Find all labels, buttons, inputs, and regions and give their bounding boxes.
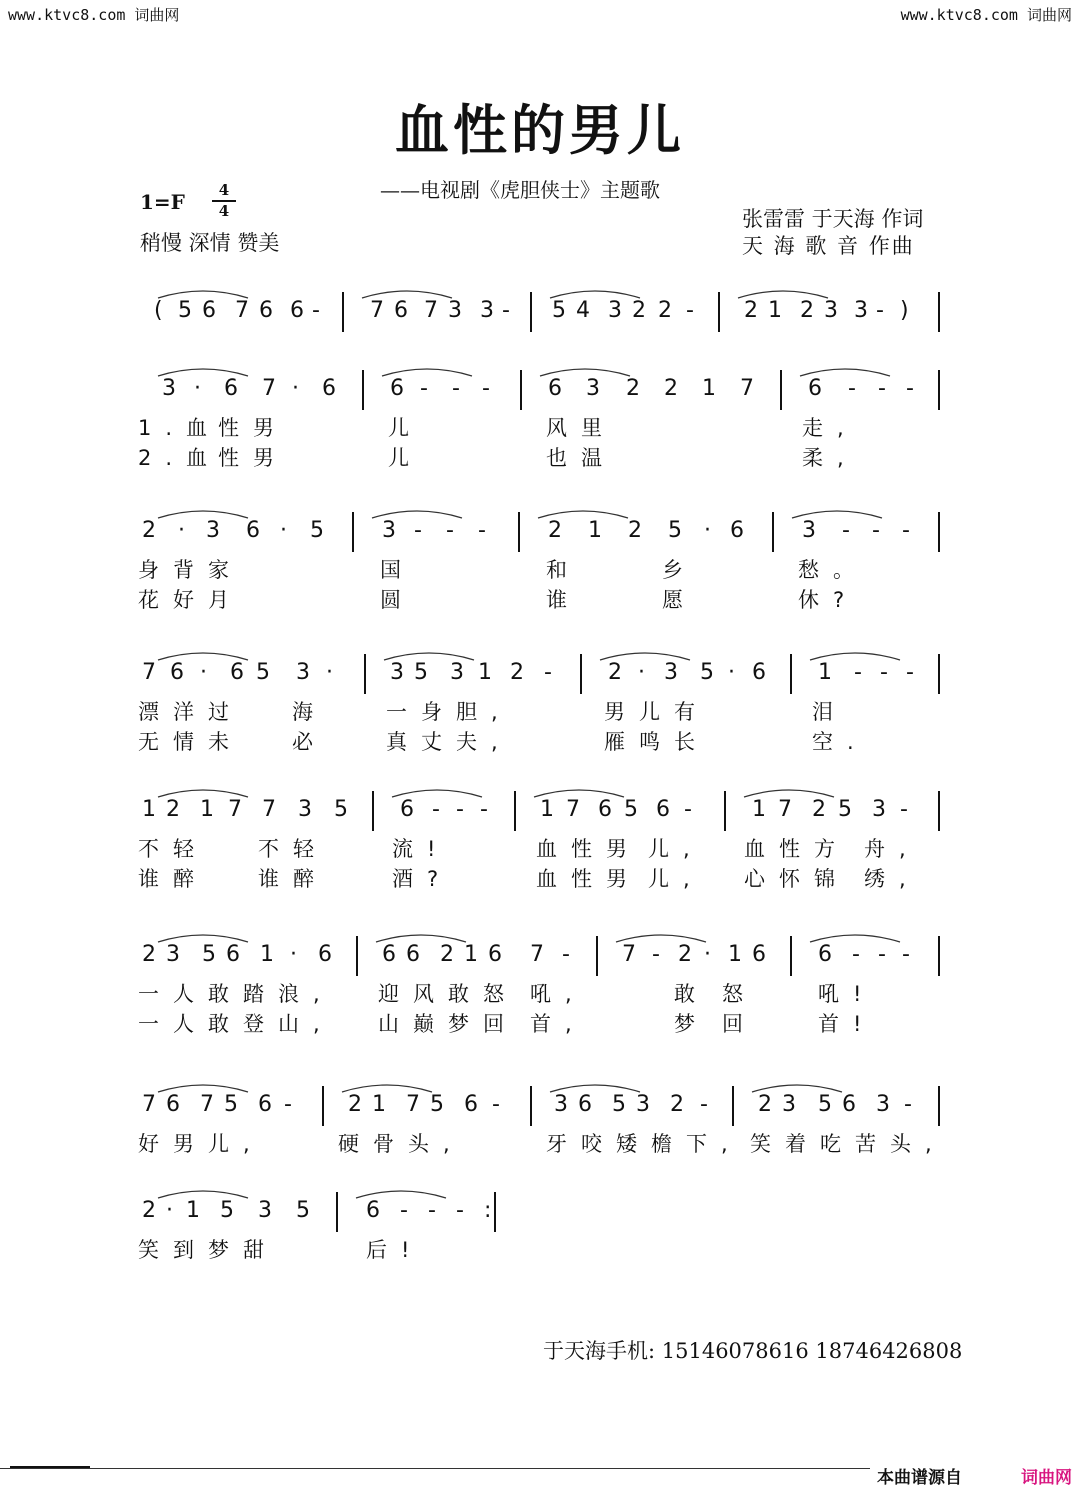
note: 7 <box>262 797 276 822</box>
note: 5 <box>220 1198 234 1223</box>
note: 7 <box>370 298 384 323</box>
note: 2 <box>800 298 814 323</box>
lyric-verse-2: 绣, <box>864 867 920 891</box>
song-title: 血性的男儿 <box>395 98 685 162</box>
note: - <box>544 660 552 685</box>
slur <box>616 935 706 942</box>
note: · <box>290 942 297 967</box>
lyric-verse-2: 心怀锦 <box>744 867 849 891</box>
note: - <box>652 942 660 967</box>
lyric-verse-1: 儿 <box>388 416 423 440</box>
note: 1 <box>464 942 478 967</box>
slur-marks <box>138 284 944 304</box>
slur <box>372 511 462 518</box>
watermark-left: www.ktvc8.com 词曲网 <box>8 6 180 24</box>
note: 6 <box>488 942 502 967</box>
lyric-verse-2: 空. <box>812 730 868 754</box>
note: 5 <box>624 797 638 822</box>
time-signature-top: 4 <box>218 181 230 199</box>
slur-marks <box>138 783 944 803</box>
note: 6 <box>224 376 238 401</box>
lyric-verse-1: 走, <box>802 416 858 440</box>
note: 5 <box>414 660 428 685</box>
note: 1 <box>200 797 214 822</box>
note: 6 <box>752 660 766 685</box>
note: - <box>880 660 888 685</box>
note: - <box>562 942 570 967</box>
note: - <box>420 376 428 401</box>
lyric-verse-1: 血性方 <box>744 837 849 861</box>
note: 1 <box>752 797 766 822</box>
note: 3 <box>162 376 176 401</box>
time-signature-bottom: 4 <box>218 202 230 220</box>
note: 5 <box>838 797 852 822</box>
note: · <box>292 376 299 401</box>
lyric-verse-1: 一人敢踏浪, <box>138 982 334 1006</box>
lyric-verse-1: 男儿有 <box>604 700 709 724</box>
lyric-verse-1: 敢 <box>674 982 709 1006</box>
lyric-verse-1: 性男 <box>218 416 288 440</box>
note: 3 <box>802 518 816 543</box>
note: - <box>456 1198 464 1223</box>
slur <box>550 291 640 298</box>
note: 6 <box>818 942 832 967</box>
note: - <box>848 376 856 401</box>
note: 2 <box>440 942 454 967</box>
site-label: 词曲网 <box>1021 1468 1072 1488</box>
note: - <box>684 797 692 822</box>
footer-divider <box>0 1468 870 1469</box>
note: 6 <box>258 1092 272 1117</box>
note: 7 <box>566 797 580 822</box>
note: 6 <box>390 376 404 401</box>
lyric-verse-2: 花好月 <box>138 588 243 612</box>
slur <box>362 291 452 298</box>
note: 7 <box>740 376 754 401</box>
note: - <box>878 942 886 967</box>
slur-marks <box>138 362 944 382</box>
lyric-verse-2: 必 <box>292 730 327 754</box>
note: - <box>284 1092 292 1117</box>
slur <box>158 511 248 518</box>
slur <box>384 653 474 660</box>
slur <box>800 369 890 376</box>
note: 5 <box>818 1092 832 1117</box>
note: - <box>906 376 914 401</box>
note: 1 <box>186 1198 200 1223</box>
lyric-verse-1: 舟, <box>864 837 920 861</box>
note: 3 <box>636 1092 650 1117</box>
contact-info: 于天海手机: 15146078616 18746426808 <box>543 1339 963 1363</box>
lyric-verse-2: 性男 <box>218 446 288 470</box>
note: 6 <box>598 797 612 822</box>
lyric-verse-1: 身背家 <box>138 558 243 582</box>
note: 1 <box>818 660 832 685</box>
note: 7 <box>622 942 636 967</box>
lyric-verse-2: 首, <box>530 1012 586 1036</box>
note: 2 <box>142 1198 156 1223</box>
note: 1 <box>372 1092 386 1117</box>
note: 3 <box>554 1092 568 1117</box>
note: 3 <box>382 518 396 543</box>
note: - <box>492 1092 500 1117</box>
note: - <box>482 376 490 401</box>
slur <box>342 1085 432 1092</box>
note: 6 <box>226 942 240 967</box>
slur <box>158 653 248 660</box>
note: 5 <box>552 298 566 323</box>
note: 3 <box>876 1092 890 1117</box>
score-row <box>138 376 944 486</box>
note: 6 <box>842 1092 856 1117</box>
slur <box>538 511 628 518</box>
note: 2 <box>670 1092 684 1117</box>
note: 3 <box>824 298 838 323</box>
composer-credit: 天 海 歌 音 作曲 <box>742 234 915 258</box>
note: 1 <box>728 942 742 967</box>
slur <box>158 1085 248 1092</box>
note: 6 <box>382 942 396 967</box>
slur <box>550 1085 640 1092</box>
slur <box>810 653 900 660</box>
note: - <box>902 942 910 967</box>
note: 3 <box>586 376 600 401</box>
note: 5 <box>178 298 192 323</box>
note: 7 <box>530 942 544 967</box>
note: 3 <box>480 298 494 323</box>
slur-marks <box>138 646 944 666</box>
lyric-verse-1: 牙咬矮檐下, <box>546 1132 742 1156</box>
note: 1 <box>540 797 554 822</box>
note: - <box>902 518 910 543</box>
slur <box>356 1191 446 1198</box>
note: 6 <box>548 376 562 401</box>
note: 1 <box>702 376 716 401</box>
score-row <box>138 797 944 907</box>
slur <box>600 653 690 660</box>
note: 5 <box>334 797 348 822</box>
lyric-verse-1: 血性男 <box>536 837 641 861</box>
note: 6 <box>322 376 336 401</box>
note: 2 <box>664 376 678 401</box>
lyric-verse-2: 雁鸣长 <box>604 730 709 754</box>
note: - <box>700 1092 708 1117</box>
watermark-right: www.ktvc8.com 词曲网 <box>900 6 1072 24</box>
tempo-marking: 稍慢 深情 赞美 <box>140 231 280 255</box>
note: 3 <box>450 660 464 685</box>
note: 3 <box>258 1198 272 1223</box>
slur-marks <box>138 928 944 948</box>
note: 1 <box>588 518 602 543</box>
note: 7 <box>142 1092 156 1117</box>
lyric-verse-2: 血性男 <box>536 867 641 891</box>
lyric-verse-1: 一身胆, <box>386 700 512 724</box>
note: 6 <box>808 376 822 401</box>
note: · <box>638 660 645 685</box>
key-signature: 1=F <box>140 190 185 214</box>
note: 6 <box>259 298 273 323</box>
slur <box>376 935 466 942</box>
lyric-verse-2: 愿 <box>662 588 697 612</box>
lyric-verse-2: 儿, <box>648 867 704 891</box>
note: 6 <box>318 942 332 967</box>
note: 7 <box>235 298 249 323</box>
note: - <box>452 376 460 401</box>
note: 1 <box>260 942 274 967</box>
score-row <box>138 1198 944 1308</box>
note: 2 <box>744 298 758 323</box>
lyric-verse-1: 和 <box>546 558 581 582</box>
lyric-verse-2: 首! <box>818 1012 876 1036</box>
lyric-verse-2: 谁 <box>546 588 581 612</box>
slur <box>738 291 828 298</box>
note: 2 <box>632 298 646 323</box>
note: 2 <box>626 376 640 401</box>
note: 2 <box>608 660 622 685</box>
note: - <box>906 660 914 685</box>
lyric-verse-2: 谁醉 <box>138 867 208 891</box>
slur-marks <box>138 1184 944 1204</box>
note: - <box>904 1092 912 1117</box>
note: - <box>446 518 454 543</box>
slur <box>752 1085 842 1092</box>
note: : <box>484 1198 492 1223</box>
note: 2 <box>658 298 672 323</box>
lyric-verse-2: 2.血 <box>138 446 222 470</box>
note: ( <box>154 298 163 323</box>
source-label: 本曲谱源自 <box>877 1468 962 1488</box>
note: 2 <box>812 797 826 822</box>
note: 6 <box>202 298 216 323</box>
lyric-verse-1: 儿, <box>648 837 704 861</box>
lyric-verse-2: 梦 <box>674 1012 709 1036</box>
note: · <box>166 1198 173 1223</box>
note: 2 <box>142 518 156 543</box>
note: 6 <box>366 1198 380 1223</box>
note: 6 <box>246 518 260 543</box>
note: - <box>480 797 488 822</box>
slur <box>392 790 482 797</box>
note: 6 <box>290 298 304 323</box>
note: 7 <box>778 797 792 822</box>
note: 3 <box>390 660 404 685</box>
time-signature <box>212 182 236 220</box>
lyric-verse-2: 无情未 <box>138 730 243 754</box>
note: - <box>876 298 884 323</box>
lyricist-credit: 张雷雷 于天海 作词 <box>742 207 924 231</box>
note: - <box>400 1198 408 1223</box>
note: - <box>878 376 886 401</box>
score-row <box>138 518 944 628</box>
note: 6 <box>464 1092 478 1117</box>
note: · <box>728 660 735 685</box>
lyric-verse-1: 海 <box>292 700 327 724</box>
slur <box>158 790 248 797</box>
note: 5 <box>224 1092 238 1117</box>
slur <box>744 790 834 797</box>
note: 2 <box>548 518 562 543</box>
note: · <box>704 518 711 543</box>
lyric-verse-2: 圆 <box>380 588 415 612</box>
note: 2 <box>628 518 642 543</box>
note: 6 <box>230 660 244 685</box>
note: 7 <box>406 1092 420 1117</box>
note: 1 <box>142 797 156 822</box>
note: 3 <box>296 660 310 685</box>
note: 3 <box>166 942 180 967</box>
slur <box>158 291 248 298</box>
note: 2 <box>510 660 524 685</box>
slur <box>158 1191 248 1198</box>
lyric-verse-1: 好男儿, <box>138 1132 264 1156</box>
lyric-verse-1: 怒 <box>722 982 757 1006</box>
note: 5 <box>296 1198 310 1223</box>
note: - <box>686 298 694 323</box>
note: 7 <box>424 298 438 323</box>
lyric-verse-2: 也温 <box>546 446 616 470</box>
note: - <box>872 518 880 543</box>
note: · <box>194 376 201 401</box>
note: 2 <box>758 1092 772 1117</box>
lyric-verse-1: 乡 <box>662 558 697 582</box>
lyric-verse-2: 休? <box>798 588 859 612</box>
note: 3 <box>664 660 678 685</box>
lyric-verse-2: 回 <box>722 1012 757 1036</box>
note: 3 <box>298 797 312 822</box>
note: · <box>200 660 207 685</box>
note: - <box>312 298 320 323</box>
note: 2 <box>678 942 692 967</box>
note: - <box>478 518 486 543</box>
lyric-verse-1: 国 <box>380 558 415 582</box>
lyric-verse-1: 吼! <box>818 982 876 1006</box>
lyric-verse-2: 谁醉 <box>258 867 328 891</box>
slur <box>158 935 248 942</box>
note: 4 <box>576 298 590 323</box>
note: 3 <box>854 298 868 323</box>
note: 1 <box>478 660 492 685</box>
note: 6 <box>400 797 414 822</box>
lyric-verse-1: 不轻 <box>138 837 208 861</box>
note: 6 <box>578 1092 592 1117</box>
note: 7 <box>200 1092 214 1117</box>
lyric-verse-1: 泪 <box>812 700 847 724</box>
lyric-verse-1: 迎风敢怒 <box>378 982 518 1006</box>
lyric-verse-1: 漂洋过 <box>138 700 243 724</box>
note: · <box>704 942 711 967</box>
slur <box>534 790 624 797</box>
note: - <box>432 797 440 822</box>
note: 2 <box>142 942 156 967</box>
lyric-verse-1: 笑着吃苦头, <box>750 1132 946 1156</box>
lyric-verse-2: 真丈夫, <box>386 730 512 754</box>
note: 6 <box>752 942 766 967</box>
lyric-verse-2: 山巅梦回 <box>378 1012 518 1036</box>
slur-marks <box>138 1078 944 1098</box>
note: 6 <box>656 797 670 822</box>
note: - <box>502 298 510 323</box>
lyric-verse-1: 1.血 <box>138 416 222 440</box>
slur <box>810 935 900 942</box>
lyric-verse-1: 后! <box>366 1238 424 1262</box>
note: 1 <box>768 298 782 323</box>
note: 3 <box>608 298 622 323</box>
note: 6 <box>730 518 744 543</box>
lyric-verse-1: 风里 <box>546 416 616 440</box>
note: 5 <box>256 660 270 685</box>
note: - <box>842 518 850 543</box>
note: 7 <box>262 376 276 401</box>
song-subtitle: ——电视剧《虎胆侠士》主题歌 <box>380 178 660 202</box>
note: - <box>852 942 860 967</box>
note: 6 <box>166 1092 180 1117</box>
note: 5 <box>202 942 216 967</box>
lyric-verse-1: 流! <box>392 837 450 861</box>
note: 5 <box>612 1092 626 1117</box>
note: 3 <box>782 1092 796 1117</box>
note: 3 <box>448 298 462 323</box>
note: · <box>178 518 185 543</box>
note: 6 <box>170 660 184 685</box>
note: 7 <box>228 797 242 822</box>
note: ) <box>900 298 909 323</box>
slur-marks <box>138 504 944 524</box>
lyric-verse-2: 一人敢登山, <box>138 1012 334 1036</box>
note: 3 <box>206 518 220 543</box>
note: - <box>456 797 464 822</box>
lyric-verse-1: 愁。 <box>798 558 868 582</box>
score-row <box>138 942 944 1052</box>
note: · <box>326 660 333 685</box>
note: · <box>280 518 287 543</box>
note: 3 <box>872 797 886 822</box>
lyric-verse-1: 不轻 <box>258 837 328 861</box>
note: 6 <box>406 942 420 967</box>
note: 6 <box>394 298 408 323</box>
lyric-verse-2: 柔, <box>802 446 858 470</box>
note: 5 <box>430 1092 444 1117</box>
slur <box>540 369 630 376</box>
lyric-verse-1: 硬骨头, <box>338 1132 464 1156</box>
lyric-verse-2: 酒? <box>392 867 453 891</box>
score-row <box>138 660 944 770</box>
note: - <box>900 797 908 822</box>
note: - <box>428 1198 436 1223</box>
note: 2 <box>348 1092 362 1117</box>
note: 5 <box>700 660 714 685</box>
lyric-verse-1: 笑到梦甜 <box>138 1238 278 1262</box>
slur <box>792 511 882 518</box>
lyric-verse-2: 儿 <box>388 446 423 470</box>
note: - <box>854 660 862 685</box>
slur <box>158 369 248 376</box>
note: - <box>414 518 422 543</box>
note: 5 <box>310 518 324 543</box>
note: 5 <box>668 518 682 543</box>
lyric-verse-1: 吼, <box>530 982 586 1006</box>
slur <box>382 369 472 376</box>
note: 2 <box>166 797 180 822</box>
note: 7 <box>142 660 156 685</box>
